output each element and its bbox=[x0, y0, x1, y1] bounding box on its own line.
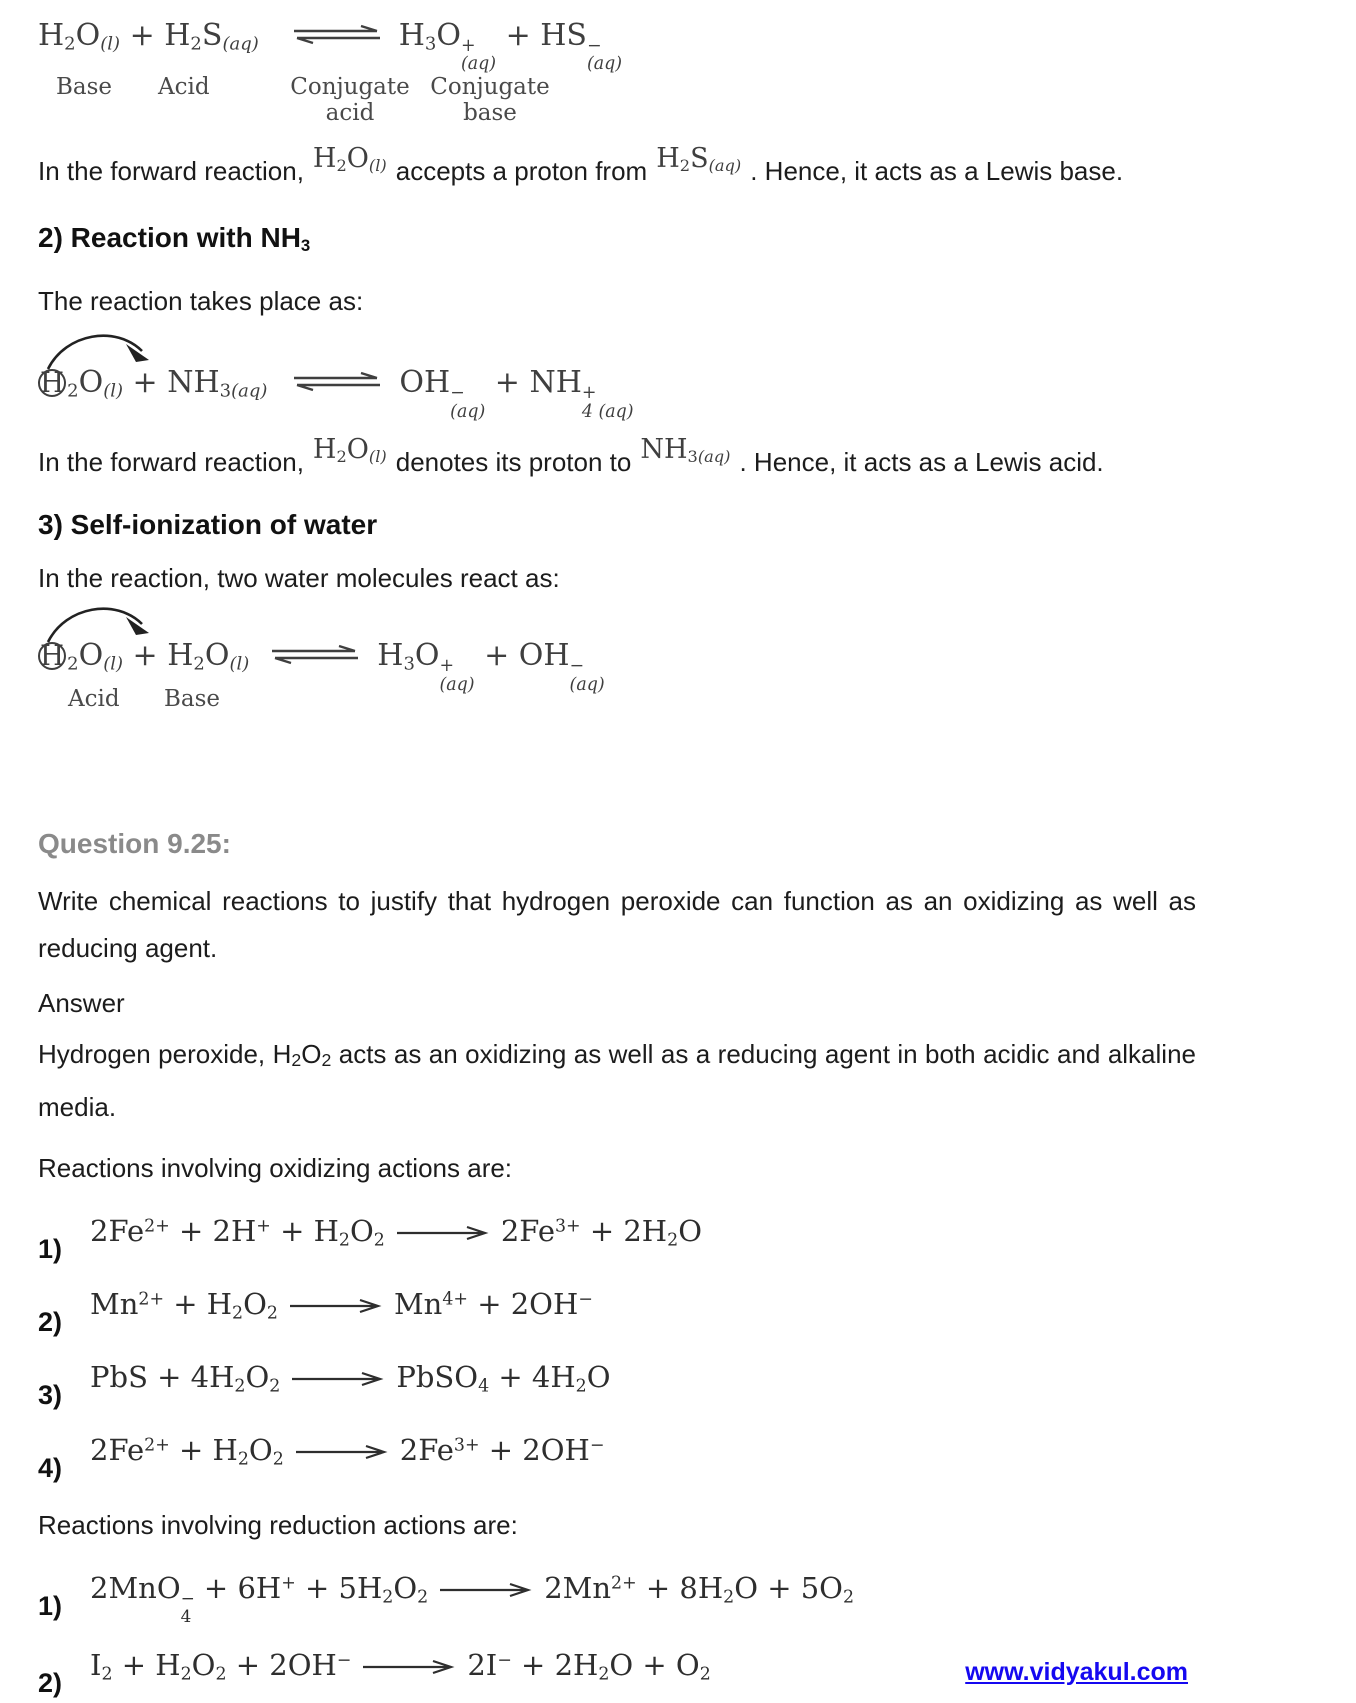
paragraph-reduction-intro: Reactions involving reduction actions are: bbox=[38, 1510, 518, 1541]
equation-water-self-ionization bbox=[38, 604, 1196, 730]
circled-atom: H bbox=[38, 642, 66, 670]
paragraph-reaction-intro: The reaction takes place as: bbox=[38, 286, 364, 317]
item-number: 2) bbox=[38, 1667, 63, 1698]
label-conjugate-base bbox=[430, 74, 550, 126]
paragraph-self-ionization-intro: In the reaction, two water molecules react as: bbox=[38, 563, 560, 594]
label-acid: Acid bbox=[68, 686, 120, 713]
inline-formula-h2o: $H_2O_{(l)}$ bbox=[312, 143, 387, 176]
label-base: Base bbox=[56, 74, 113, 100]
label-line: Conjugate bbox=[430, 74, 550, 100]
paragraph-question-text: Write chemical reactions to justify that hydrogen peroxide can function as an oxidizing as well as reducing agent. bbox=[38, 886, 1196, 964]
label-acid: Acid bbox=[158, 74, 210, 100]
heading-self-ionization: 3) Self-ionization of water bbox=[38, 509, 378, 541]
inline-formula-nh3: $NH_{3(aq)}$ bbox=[640, 434, 731, 467]
reaction-equation: H $_2O_{(l)} + NH_{3(aq)}$ OH − (aq) + NH + 4 (aq) bbox=[38, 365, 1196, 421]
reaction-equation: $H_2O_{(l)} + H_2S_{(aq)}$ $H_3O$ + (aq) + HS − (aq) bbox=[38, 18, 623, 75]
reaction-equation: $I_2 + H_2O_2 + 2OH^-$ $2I^- + 2H_2O + O_2$ bbox=[90, 1647, 711, 1684]
text-run: acts as an oxidizing as well as a reducing agent in both acidic and alkaline media. bbox=[38, 1039, 1196, 1123]
right-arrow-icon bbox=[288, 1297, 384, 1315]
right-arrow-icon bbox=[361, 1658, 457, 1676]
equation-h2o-h2s bbox=[38, 18, 1196, 134]
item-number: 1) bbox=[38, 1591, 63, 1622]
question-heading: Question 9.25: bbox=[38, 828, 231, 860]
reaction-equation: PbS + $4H_2O_2$ PbSO$_4$ + $4H_2O$ bbox=[90, 1360, 611, 1397]
reaction-equation: $2Fe^{2+} + 2H^+ + H_2O_2$ $2Fe^{3+} + 2H_2O$ bbox=[90, 1214, 702, 1251]
right-arrow-icon bbox=[294, 1443, 390, 1461]
reduction-reaction-row bbox=[38, 1569, 1196, 1625]
text-run: . Hence, it acts as a Lewis acid. bbox=[739, 447, 1104, 478]
paragraph-oxidizing-intro: Reactions involving oxidizing actions are: bbox=[38, 1153, 513, 1184]
item-number: 2) bbox=[38, 1307, 63, 1338]
right-arrow-icon bbox=[438, 1581, 534, 1599]
paragraph-lewis-base bbox=[38, 143, 1196, 202]
reaction-equation: 2MnO − 4 + $6H^+ + 5H_2O_2$ $2Mn^{2+} + 8H_2O + 5O_2$ bbox=[90, 1571, 855, 1626]
item-number: 1) bbox=[38, 1234, 63, 1265]
label-line: base bbox=[463, 100, 517, 126]
equation-h2o-nh3 bbox=[38, 329, 1196, 421]
equilibrium-arrow-icon bbox=[291, 24, 383, 46]
oxidizing-reaction-row bbox=[38, 1358, 1196, 1411]
text-run: In the forward reaction, bbox=[38, 447, 304, 478]
reaction-equation: $2Fe^{2+} + H_2O_2$ $2Fe^{3+} + 2OH^-$ bbox=[90, 1433, 605, 1470]
circled-atom: H bbox=[38, 369, 66, 397]
right-arrow-icon bbox=[395, 1224, 491, 1242]
inline-formula-h2o2: H2O2 bbox=[272, 1039, 332, 1071]
text-run: Hydrogen peroxide, bbox=[38, 1039, 266, 1070]
footer-link[interactable]: www.vidyakul.com bbox=[965, 1658, 1188, 1686]
answer-label: Answer bbox=[38, 988, 125, 1019]
reaction-equation: H $_2O_{(l)} + H_2O_{(l)}$ $H_3O$ + (aq) + OH − (aq) bbox=[38, 638, 1196, 694]
oxidizing-reaction-row bbox=[38, 1212, 1196, 1265]
paragraph-lewis-acid bbox=[38, 434, 1196, 493]
inline-formula-h2o: $H_2O_{(l)}$ bbox=[312, 434, 387, 467]
inline-formula-h2s: $H_2S_{(aq)}$ bbox=[656, 143, 742, 176]
right-arrow-icon bbox=[290, 1370, 386, 1388]
item-number: 3) bbox=[38, 1380, 63, 1411]
label-base: Base bbox=[164, 686, 221, 713]
text-run: denotes its proton to bbox=[395, 447, 632, 478]
reaction-equation: $Mn^{2+} + H_2O_2$ $Mn^{4+} + 2OH^-$ bbox=[90, 1287, 593, 1324]
paragraph-answer bbox=[38, 1031, 1196, 1131]
label-conjugate-acid bbox=[290, 74, 410, 126]
heading-reaction-with-nh3: 2) Reaction with $NH_3$ bbox=[38, 222, 311, 256]
label-line: acid bbox=[325, 100, 375, 126]
oxidizing-reaction-row bbox=[38, 1285, 1196, 1338]
item-number: 4) bbox=[38, 1453, 63, 1484]
text-run: accepts a proton from bbox=[395, 156, 648, 186]
text-run: . Hence, it acts as a Lewis base. bbox=[750, 156, 1124, 186]
equilibrium-arrow-icon bbox=[291, 371, 383, 393]
equilibrium-arrow-icon bbox=[269, 644, 361, 666]
oxidizing-reaction-row bbox=[38, 1431, 1196, 1484]
label-line: Conjugate bbox=[290, 74, 410, 100]
text-run: In the forward reaction, bbox=[38, 156, 304, 186]
